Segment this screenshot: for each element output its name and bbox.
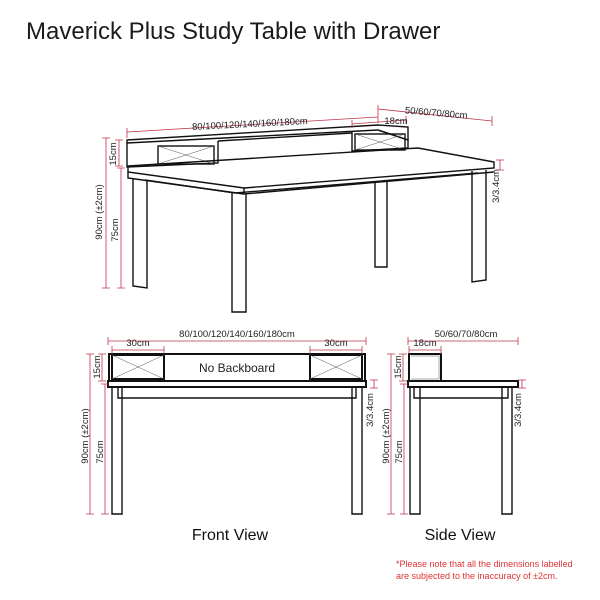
page-title: Maverick Plus Study Table with Drawer xyxy=(26,18,441,45)
side-view-label: Side View xyxy=(424,527,496,544)
front-right-drawer-label: 30cm xyxy=(324,338,348,349)
side-table-height-label: 75cm xyxy=(394,440,405,464)
front-shelf-height-label: 15cm xyxy=(92,355,103,379)
side-top-thickness-label: 3/3.4cm xyxy=(513,393,524,427)
side-dimensions xyxy=(387,337,526,514)
perspective-drawer-depth-label: 18cm xyxy=(384,116,408,127)
front-width-label: 80/100/120/140/160/180cm xyxy=(179,329,295,340)
perspective-top-thickness-label: 3/3.4cm xyxy=(491,169,502,203)
front-right-drawer-icon xyxy=(310,355,362,379)
front-total-height-label: 90cm (±2cm) xyxy=(80,408,91,464)
front-left-drawer-icon xyxy=(112,355,164,379)
side-drawer-icon xyxy=(409,354,441,381)
side-total-height-label: 90cm (±2cm) xyxy=(381,408,392,464)
front-top-thickness-label: 3/3.4cm xyxy=(365,393,376,427)
perspective-view xyxy=(127,125,494,312)
side-drawer-depth-label: 18cm xyxy=(413,338,437,349)
perspective-width-label: 80/100/120/140/160/180cm xyxy=(191,115,308,134)
perspective-total-height-label: 90cm (±2cm) xyxy=(94,184,105,240)
side-depth-label: 50/60/70/80cm xyxy=(434,329,498,340)
front-left-drawer-label: 30cm xyxy=(126,338,150,349)
perspective-depth-label: 50/60/70/80cm xyxy=(404,105,469,122)
front-view xyxy=(108,354,366,514)
side-shelf-height-label: 15cm xyxy=(393,355,404,379)
perspective-shelf-height-label: 15cm xyxy=(108,142,119,166)
disclaimer-line-1: *Please note that all the dimensions labelled xyxy=(396,559,573,569)
front-view-label: Front View xyxy=(191,527,269,544)
perspective-table-height-label: 75cm xyxy=(110,218,121,242)
disclaimer-line-2: are subjected to the inaccuracy of ±2cm. xyxy=(396,571,558,581)
right-drawer-icon xyxy=(355,134,405,150)
perspective-dimensions xyxy=(102,105,504,288)
front-table-height-label: 75cm xyxy=(95,440,106,464)
side-view xyxy=(408,354,518,514)
front-backboard-label: No Backboard xyxy=(198,361,276,375)
